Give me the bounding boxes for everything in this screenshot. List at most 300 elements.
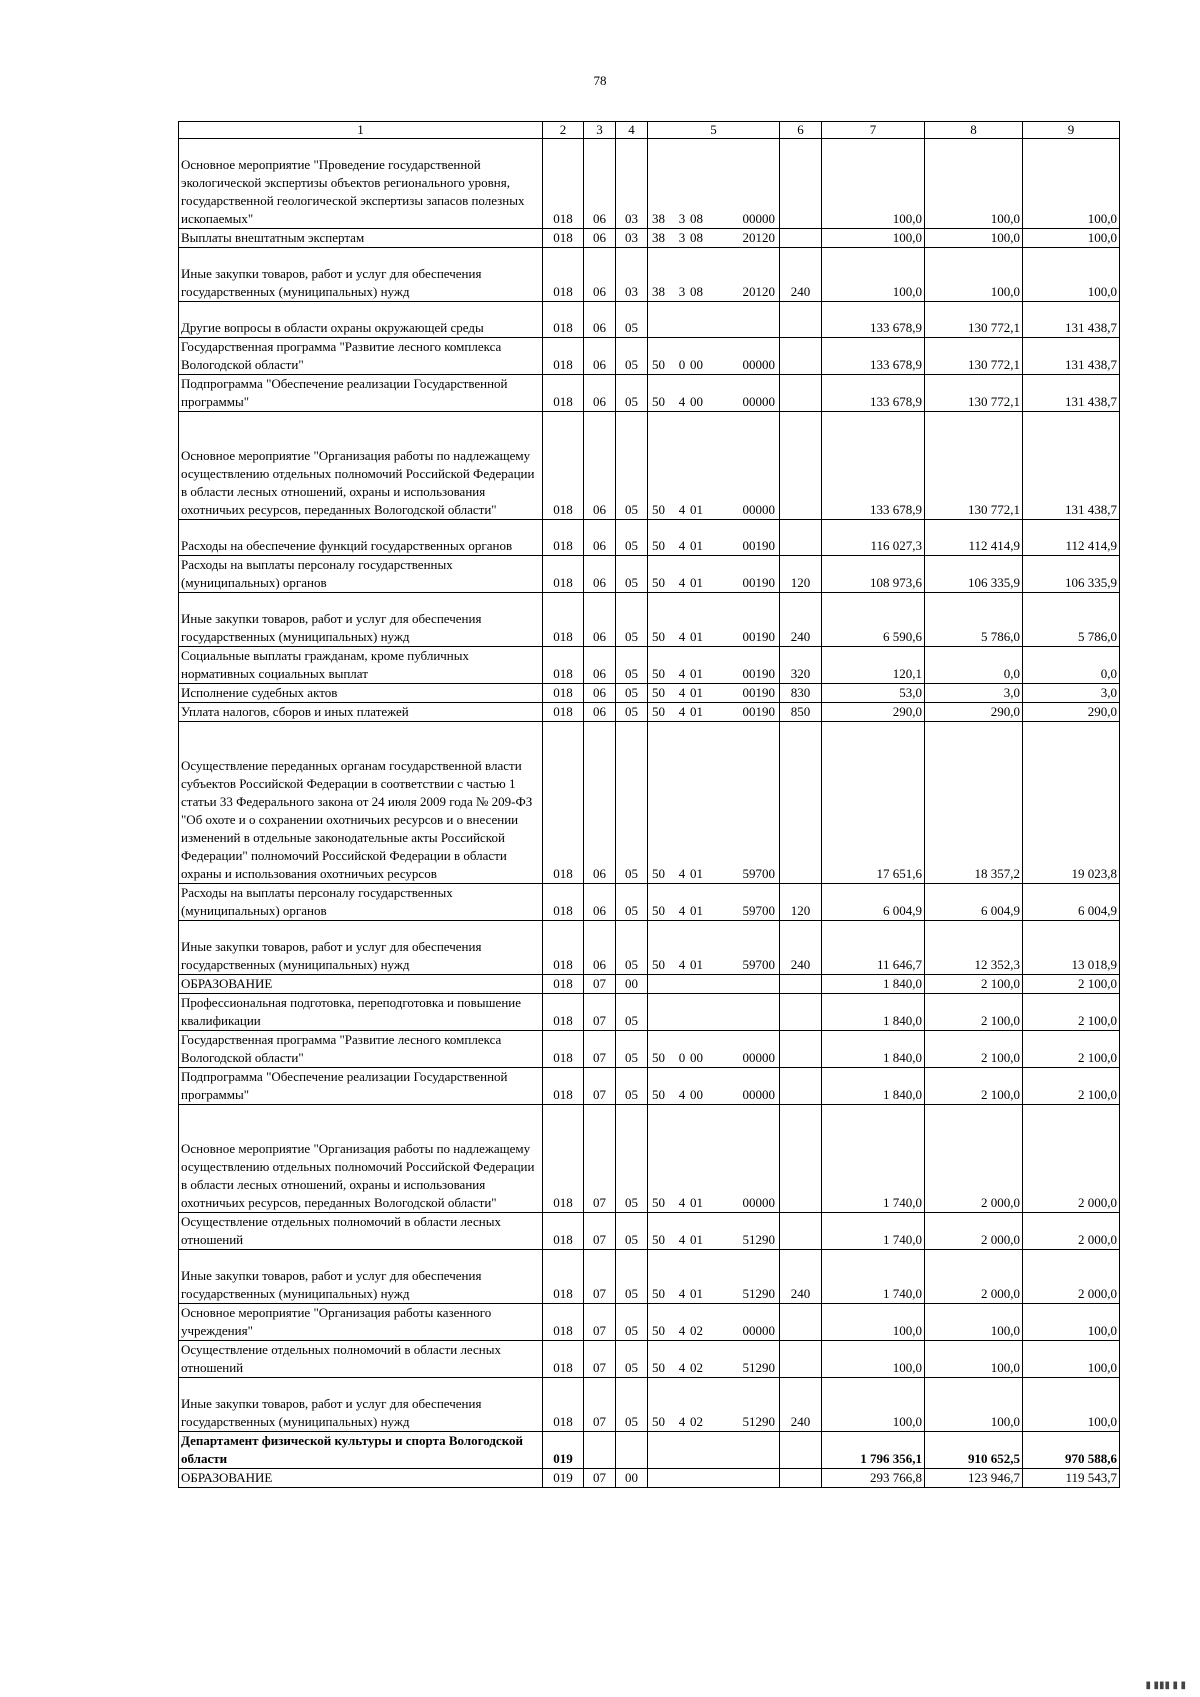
target-code-part: 01 <box>690 629 703 644</box>
table-row <box>179 684 1120 703</box>
amount-year-3: 119 543,7 <box>1023 1469 1120 1488</box>
item-name: Основное мероприятие "Проведение государственной экологической экспертизы объектов регионального уровня, государственной геологической экспертизы запасов полезных ископаемых" <box>179 139 543 229</box>
amount-year-3: 3,0 <box>1023 684 1120 703</box>
grbs-code: 018 <box>543 302 584 338</box>
amount-year-1: 100,0 <box>822 1304 925 1341</box>
amount-year-2: 910 652,5 <box>925 1432 1023 1469</box>
target-code-part: 00190 <box>742 538 775 553</box>
target-article-code <box>648 302 780 338</box>
target-code-part: 4 <box>678 394 686 409</box>
expense-type-code <box>780 1031 822 1068</box>
target-article-code <box>648 684 780 703</box>
expense-type-code <box>780 1304 822 1341</box>
amount-year-3: 0,0 <box>1023 647 1120 684</box>
section-code: 06 <box>584 520 616 556</box>
target-code-part: 00190 <box>742 629 775 644</box>
target-code-part: 4 <box>678 575 686 590</box>
target-code-part: 00000 <box>742 1087 775 1102</box>
amount-year-2: 100,0 <box>925 248 1023 302</box>
subsection-code: 05 <box>616 884 648 921</box>
expense-type-code <box>780 229 822 248</box>
amount-year-3: 100,0 <box>1023 248 1120 302</box>
scan-mark: ▮ ▮▮▮ ▮ ▮ <box>1145 1680 1186 1691</box>
expense-type-code: 240 <box>780 248 822 302</box>
amount-year-3: 100,0 <box>1023 1341 1120 1378</box>
amount-year-1: 293 766,8 <box>822 1469 925 1488</box>
amount-year-1: 133 678,9 <box>822 302 925 338</box>
grbs-code: 018 <box>543 338 584 375</box>
subsection-code: 03 <box>616 229 648 248</box>
table-row <box>179 722 1120 884</box>
target-article-code <box>648 139 780 229</box>
target-article-code <box>648 375 780 412</box>
target-article-code <box>648 703 780 722</box>
grbs-code: 018 <box>543 647 584 684</box>
grbs-code: 018 <box>543 375 584 412</box>
table-row <box>179 1304 1120 1341</box>
section-code <box>584 1432 616 1469</box>
target-code-part: 3 <box>678 211 686 226</box>
section-code: 06 <box>584 722 616 884</box>
subsection-code: 05 <box>616 375 648 412</box>
target-code-part: 4 <box>678 666 686 681</box>
expense-type-code: 850 <box>780 703 822 722</box>
target-code-part: 00 <box>690 394 703 409</box>
amount-year-1: 100,0 <box>822 139 925 229</box>
section-code: 06 <box>584 248 616 302</box>
target-code-part: 02 <box>690 1414 703 1429</box>
amount-year-3: 2 100,0 <box>1023 975 1120 994</box>
amount-year-2: 5 786,0 <box>925 593 1023 647</box>
target-article-code <box>648 1432 780 1469</box>
item-name: Иные закупки товаров, работ и услуг для обеспечения государственных (муниципальных) нужд <box>179 248 543 302</box>
item-name: Социальные выплаты гражданам, кроме публичных нормативных социальных выплат <box>179 647 543 684</box>
table-row <box>179 1105 1120 1213</box>
target-article-code <box>648 994 780 1031</box>
expense-type-code <box>780 302 822 338</box>
target-code-part: 51290 <box>742 1414 775 1429</box>
section-code: 07 <box>584 994 616 1031</box>
header-cell: 3 <box>584 122 616 139</box>
expense-type-code: 320 <box>780 647 822 684</box>
target-code-part: 01 <box>690 1286 703 1301</box>
amount-year-2: 130 772,1 <box>925 375 1023 412</box>
target-article-code <box>648 647 780 684</box>
table-row <box>179 1378 1120 1432</box>
subsection-code: 05 <box>616 412 648 520</box>
target-code-part: 50 <box>652 903 665 918</box>
amount-year-2: 18 357,2 <box>925 722 1023 884</box>
target-code-part: 00 <box>690 1087 703 1102</box>
target-code-part: 08 <box>690 284 703 299</box>
expense-type-code <box>780 1068 822 1105</box>
amount-year-3: 106 335,9 <box>1023 556 1120 593</box>
amount-year-3: 100,0 <box>1023 229 1120 248</box>
grbs-code: 018 <box>543 520 584 556</box>
amount-year-2: 2 000,0 <box>925 1213 1023 1250</box>
amount-year-3: 100,0 <box>1023 1304 1120 1341</box>
grbs-code: 018 <box>543 1105 584 1213</box>
target-code-part: 00190 <box>742 666 775 681</box>
grbs-code: 018 <box>543 1213 584 1250</box>
target-code-part: 50 <box>652 629 665 644</box>
subsection-code: 05 <box>616 647 648 684</box>
target-code-part: 50 <box>652 394 665 409</box>
expense-type-code <box>780 338 822 375</box>
target-code-part: 50 <box>652 1087 665 1102</box>
section-code: 06 <box>584 593 616 647</box>
subsection-code: 00 <box>616 975 648 994</box>
target-code-part: 01 <box>690 575 703 590</box>
target-article-code <box>648 1469 780 1488</box>
target-code-part: 4 <box>678 704 686 719</box>
expense-type-code: 120 <box>780 884 822 921</box>
expense-type-code: 240 <box>780 1250 822 1304</box>
target-code-part: 50 <box>652 1050 665 1065</box>
grbs-code: 018 <box>543 994 584 1031</box>
target-code-part: 38 <box>652 211 665 226</box>
item-name: Основное мероприятие "Организация работы казенного учреждения" <box>179 1304 543 1341</box>
amount-year-1: 1 840,0 <box>822 1068 925 1105</box>
target-code-part: 00000 <box>742 1195 775 1210</box>
item-name: Иные закупки товаров, работ и услуг для обеспечения государственных (муниципальных) нужд <box>179 1378 543 1432</box>
amount-year-2: 3,0 <box>925 684 1023 703</box>
amount-year-3: 6 004,9 <box>1023 884 1120 921</box>
header-cell: 1 <box>179 122 543 139</box>
grbs-code: 019 <box>543 1469 584 1488</box>
expense-type-code: 120 <box>780 556 822 593</box>
section-code: 07 <box>584 1031 616 1068</box>
amount-year-3: 131 438,7 <box>1023 375 1120 412</box>
expense-type-code: 240 <box>780 921 822 975</box>
expense-type-code <box>780 412 822 520</box>
table-row <box>179 994 1120 1031</box>
header-cell: 2 <box>543 122 584 139</box>
target-code-part: 4 <box>678 1323 686 1338</box>
target-code-part: 0 <box>678 1050 686 1065</box>
target-code-part: 01 <box>690 957 703 972</box>
amount-year-3: 2 000,0 <box>1023 1250 1120 1304</box>
grbs-code: 018 <box>543 1068 584 1105</box>
amount-year-2: 100,0 <box>925 1304 1023 1341</box>
subsection-code: 05 <box>616 1105 648 1213</box>
table-row <box>179 1068 1120 1105</box>
amount-year-1: 1 740,0 <box>822 1250 925 1304</box>
table-row <box>179 921 1120 975</box>
subsection-code: 05 <box>616 703 648 722</box>
table-body <box>179 122 1120 1488</box>
subsection-code: 03 <box>616 139 648 229</box>
section-code: 06 <box>584 684 616 703</box>
subsection-code <box>616 1432 648 1469</box>
table-row <box>179 520 1120 556</box>
target-code-part: 50 <box>652 1286 665 1301</box>
subsection-code: 00 <box>616 1469 648 1488</box>
target-code-part: 50 <box>652 1232 665 1247</box>
target-code-part: 3 <box>678 230 686 245</box>
target-code-part: 00000 <box>742 1323 775 1338</box>
amount-year-3: 2 000,0 <box>1023 1105 1120 1213</box>
target-code-part: 08 <box>690 211 703 226</box>
target-code-part: 01 <box>690 1232 703 1247</box>
target-code-part: 00190 <box>742 575 775 590</box>
amount-year-3: 2 100,0 <box>1023 1031 1120 1068</box>
amount-year-1: 100,0 <box>822 248 925 302</box>
target-code-part: 50 <box>652 575 665 590</box>
target-code-part: 4 <box>678 1286 686 1301</box>
target-article-code <box>648 338 780 375</box>
target-code-part: 38 <box>652 284 665 299</box>
item-name: Исполнение судебных актов <box>179 684 543 703</box>
table-row <box>179 1432 1120 1469</box>
target-article-code <box>648 1304 780 1341</box>
section-code: 06 <box>584 647 616 684</box>
item-name: Осуществление отдельных полномочий в области лесных отношений <box>179 1341 543 1378</box>
target-code-part: 00190 <box>742 685 775 700</box>
target-article-code <box>648 412 780 520</box>
grbs-code: 018 <box>543 1250 584 1304</box>
expense-type-code <box>780 722 822 884</box>
table-row <box>179 229 1120 248</box>
amount-year-1: 17 651,6 <box>822 722 925 884</box>
amount-year-3: 131 438,7 <box>1023 338 1120 375</box>
target-code-part: 01 <box>690 704 703 719</box>
header-cell: 8 <box>925 122 1023 139</box>
grbs-code: 019 <box>543 1432 584 1469</box>
amount-year-1: 53,0 <box>822 684 925 703</box>
amount-year-2: 130 772,1 <box>925 412 1023 520</box>
target-code-part: 20120 <box>742 284 775 299</box>
amount-year-2: 0,0 <box>925 647 1023 684</box>
expense-type-code <box>780 975 822 994</box>
table-row <box>179 556 1120 593</box>
section-code: 06 <box>584 412 616 520</box>
section-code: 06 <box>584 375 616 412</box>
target-code-part: 01 <box>690 502 703 517</box>
table-row <box>179 375 1120 412</box>
target-code-part: 01 <box>690 666 703 681</box>
target-article-code <box>648 1068 780 1105</box>
expense-type-code <box>780 994 822 1031</box>
target-code-part: 4 <box>678 502 686 517</box>
subsection-code: 05 <box>616 994 648 1031</box>
amount-year-2: 2 000,0 <box>925 1105 1023 1213</box>
target-article-code <box>648 1105 780 1213</box>
grbs-code: 018 <box>543 593 584 647</box>
amount-year-2: 106 335,9 <box>925 556 1023 593</box>
budget-table <box>178 121 1120 1488</box>
section-code: 07 <box>584 1469 616 1488</box>
section-code: 07 <box>584 1378 616 1432</box>
target-code-part: 50 <box>652 866 665 881</box>
target-article-code <box>648 556 780 593</box>
item-name: Государственная программа "Развитие лесного комплекса Вологодской области" <box>179 338 543 375</box>
target-article-code <box>648 921 780 975</box>
subsection-code: 05 <box>616 684 648 703</box>
target-code-part: 51290 <box>742 1232 775 1247</box>
target-code-part: 4 <box>678 1232 686 1247</box>
amount-year-1: 133 678,9 <box>822 375 925 412</box>
target-code-part: 4 <box>678 866 686 881</box>
grbs-code: 018 <box>543 921 584 975</box>
grbs-code: 018 <box>543 412 584 520</box>
amount-year-2: 6 004,9 <box>925 884 1023 921</box>
target-code-part: 4 <box>678 903 686 918</box>
target-code-part: 01 <box>690 538 703 553</box>
amount-year-2: 2 100,0 <box>925 975 1023 994</box>
target-article-code <box>648 593 780 647</box>
section-code: 06 <box>584 229 616 248</box>
table-row <box>179 1469 1120 1488</box>
target-code-part: 20120 <box>742 230 775 245</box>
target-article-code <box>648 520 780 556</box>
amount-year-3: 112 414,9 <box>1023 520 1120 556</box>
target-code-part: 4 <box>678 685 686 700</box>
expense-type-code <box>780 1469 822 1488</box>
target-code-part: 00000 <box>742 211 775 226</box>
amount-year-1: 1 840,0 <box>822 1031 925 1068</box>
amount-year-1: 1 840,0 <box>822 975 925 994</box>
target-article-code <box>648 1250 780 1304</box>
amount-year-3: 13 018,9 <box>1023 921 1120 975</box>
table-row <box>179 647 1120 684</box>
amount-year-1: 133 678,9 <box>822 338 925 375</box>
target-code-part: 4 <box>678 1087 686 1102</box>
table-row <box>179 1341 1120 1378</box>
subsection-code: 05 <box>616 1031 648 1068</box>
table-row <box>179 975 1120 994</box>
table-row <box>179 302 1120 338</box>
section-code: 06 <box>584 556 616 593</box>
target-code-part: 4 <box>678 957 686 972</box>
target-code-part: 4 <box>678 1195 686 1210</box>
subsection-code: 05 <box>616 1341 648 1378</box>
header-cell: 9 <box>1023 122 1120 139</box>
item-name: ОБРАЗОВАНИЕ <box>179 975 543 994</box>
amount-year-2: 290,0 <box>925 703 1023 722</box>
amount-year-2: 2 100,0 <box>925 1031 1023 1068</box>
item-name: Уплата налогов, сборов и иных платежей <box>179 703 543 722</box>
subsection-code: 05 <box>616 1378 648 1432</box>
amount-year-1: 108 973,6 <box>822 556 925 593</box>
item-name: Иные закупки товаров, работ и услуг для обеспечения государственных (муниципальных) нужд <box>179 593 543 647</box>
target-article-code <box>648 248 780 302</box>
table-row <box>179 703 1120 722</box>
subsection-code: 05 <box>616 520 648 556</box>
target-code-part: 01 <box>690 1195 703 1210</box>
item-name: Департамент физической культуры и спорта Вологодской области <box>179 1432 543 1469</box>
section-code: 07 <box>584 1068 616 1105</box>
grbs-code: 018 <box>543 248 584 302</box>
item-name: Иные закупки товаров, работ и услуг для обеспечения государственных (муниципальных) нужд <box>179 921 543 975</box>
expense-type-code <box>780 1341 822 1378</box>
section-code: 07 <box>584 1105 616 1213</box>
table-row <box>179 412 1120 520</box>
amount-year-1: 6 590,6 <box>822 593 925 647</box>
table-row <box>179 248 1120 302</box>
item-name: Подпрограмма "Обеспечение реализации Государственной программы" <box>179 1068 543 1105</box>
target-article-code <box>648 229 780 248</box>
grbs-code: 018 <box>543 703 584 722</box>
section-code: 06 <box>584 884 616 921</box>
expense-type-code <box>780 375 822 412</box>
target-article-code <box>648 1213 780 1250</box>
section-code: 06 <box>584 921 616 975</box>
item-name: Профессиональная подготовка, переподготовка и повышение квалификации <box>179 994 543 1031</box>
amount-year-1: 290,0 <box>822 703 925 722</box>
target-article-code <box>648 1031 780 1068</box>
grbs-code: 018 <box>543 1341 584 1378</box>
target-code-part: 00000 <box>742 394 775 409</box>
grbs-code: 018 <box>543 975 584 994</box>
table-row <box>179 1250 1120 1304</box>
target-code-part: 59700 <box>742 903 775 918</box>
target-article-code <box>648 884 780 921</box>
target-code-part: 4 <box>678 538 686 553</box>
amount-year-3: 131 438,7 <box>1023 302 1120 338</box>
subsection-code: 05 <box>616 1068 648 1105</box>
section-code: 06 <box>584 302 616 338</box>
amount-year-1: 116 027,3 <box>822 520 925 556</box>
target-code-part: 50 <box>652 704 665 719</box>
subsection-code: 03 <box>616 248 648 302</box>
target-code-part: 00000 <box>742 502 775 517</box>
amount-year-2: 2 100,0 <box>925 994 1023 1031</box>
table-row <box>179 1031 1120 1068</box>
grbs-code: 018 <box>543 556 584 593</box>
target-code-part: 02 <box>690 1360 703 1375</box>
page-number: 78 <box>593 73 607 88</box>
target-code-part: 00190 <box>742 704 775 719</box>
item-name: Другие вопросы в области охраны окружающей среды <box>179 302 543 338</box>
target-code-part: 50 <box>652 1195 665 1210</box>
amount-year-3: 2 100,0 <box>1023 994 1120 1031</box>
subsection-code: 05 <box>616 338 648 375</box>
expense-type-code: 830 <box>780 684 822 703</box>
amount-year-3: 2 100,0 <box>1023 1068 1120 1105</box>
header-row <box>179 122 1120 139</box>
target-code-part: 59700 <box>742 866 775 881</box>
amount-year-3: 100,0 <box>1023 1378 1120 1432</box>
amount-year-2: 100,0 <box>925 229 1023 248</box>
target-code-part: 08 <box>690 230 703 245</box>
amount-year-1: 6 004,9 <box>822 884 925 921</box>
subsection-code: 05 <box>616 556 648 593</box>
subsection-code: 05 <box>616 302 648 338</box>
item-name: Основное мероприятие "Организация работы по надлежащему осуществлению отдельных полномочий Российской Федерации в области лесных отношений, охраны и использования охотничьих ресурсов, переданных Вологодской области" <box>179 412 543 520</box>
amount-year-3: 131 438,7 <box>1023 412 1120 520</box>
item-name: Подпрограмма "Обеспечение реализации Государственной программы" <box>179 375 543 412</box>
expense-type-code <box>780 139 822 229</box>
expense-type-code <box>780 1105 822 1213</box>
target-code-part: 4 <box>678 1414 686 1429</box>
target-code-part: 51290 <box>742 1286 775 1301</box>
amount-year-3: 5 786,0 <box>1023 593 1120 647</box>
subsection-code: 05 <box>616 1213 648 1250</box>
amount-year-1: 100,0 <box>822 229 925 248</box>
target-code-part: 01 <box>690 866 703 881</box>
target-code-part: 0 <box>678 357 686 372</box>
target-code-part: 00000 <box>742 357 775 372</box>
target-code-part: 00 <box>690 1050 703 1065</box>
target-code-part: 01 <box>690 903 703 918</box>
amount-year-2: 12 352,3 <box>925 921 1023 975</box>
header-cell: 5 <box>648 122 780 139</box>
subsection-code: 05 <box>616 722 648 884</box>
header-cell: 7 <box>822 122 925 139</box>
amount-year-1: 11 646,7 <box>822 921 925 975</box>
table-row <box>179 884 1120 921</box>
